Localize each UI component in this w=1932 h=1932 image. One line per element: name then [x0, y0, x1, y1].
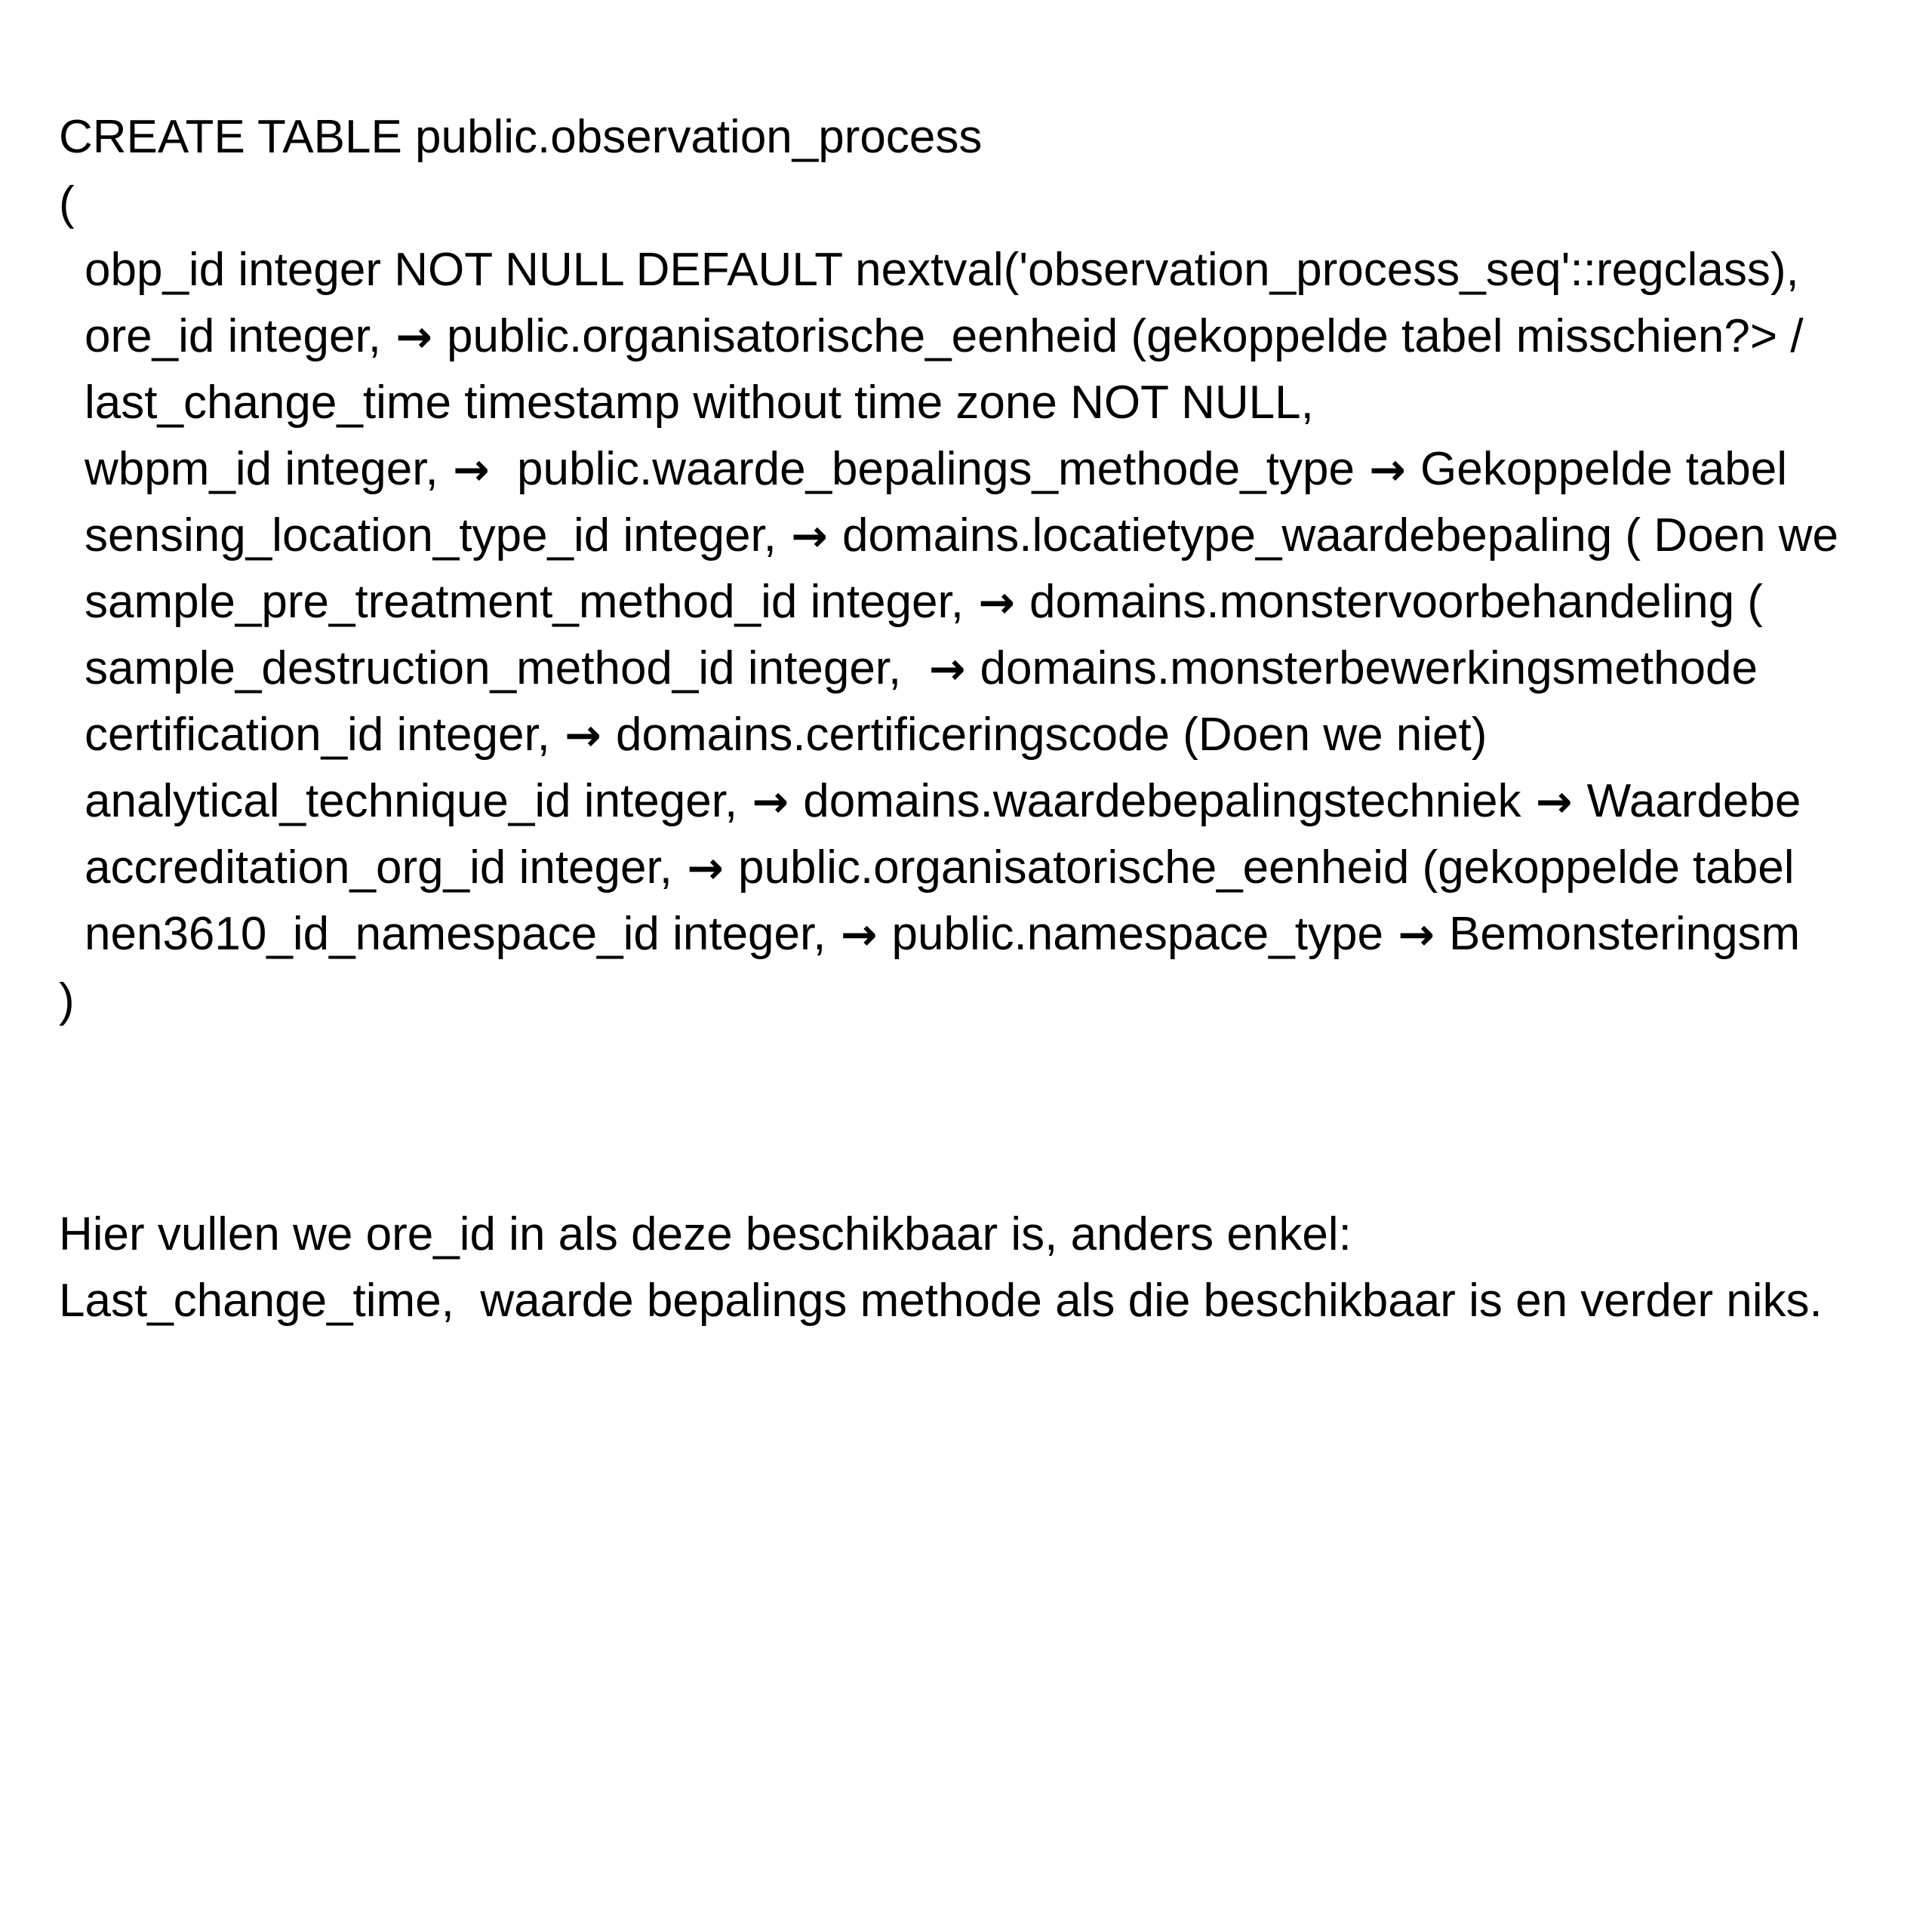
column-definition: sample_pre_treatment_method_id integer, — [85, 576, 977, 628]
column-obp-id: obp_id integer NOT NULL DEFAULT nextval('observation_process_seq'::regclass), — [85, 244, 1799, 296]
column-definition: sensing_location_type_id integer, — [85, 509, 790, 561]
column-note: Waardebe — [1574, 775, 1801, 827]
column-reference: domains.waardebepalingstechniek — [790, 775, 1534, 827]
column-nen3610-id-namespace-id — [85, 901, 1800, 968]
column-analytical-technique-id — [85, 768, 1801, 835]
right-arrow-icon: → — [1535, 776, 1573, 827]
right-arrow-icon: → — [452, 444, 490, 495]
right-arrow-icon: → — [565, 709, 601, 761]
column-note: Bemonsteringsm — [1435, 908, 1801, 960]
column-note: Gekoppelde tabel — [1407, 443, 1788, 495]
right-arrow-icon: → — [1398, 909, 1435, 960]
right-arrow-icon: → — [752, 776, 789, 827]
note-line-1: Hier vullen we ore_id in als deze beschikbaar is, anders enkel: — [59, 1208, 1352, 1260]
column-reference: domains.monsterbewerkingsmethode — [967, 642, 1758, 694]
column-wbpm-id — [85, 436, 1787, 503]
column-accreditation-org-id — [85, 835, 1795, 901]
note-line-2: Last_change_time, waarde bepalings methode als die beschikbaar is en verder niks. — [59, 1275, 1823, 1327]
column-definition: ore_id integer, — [85, 310, 395, 362]
column-ore-id — [85, 303, 1803, 370]
column-reference: domains.certificeringscode (Doen we niet) — [602, 709, 1487, 761]
column-reference: public.organisatorische_eenheid (gekoppelde tabel misschien?> / — [433, 310, 1804, 362]
right-arrow-icon: → — [978, 577, 1015, 628]
column-reference: domains.monstervoorbehandeling ( — [1016, 576, 1763, 628]
column-definition: sample_destruction_method_id integer, — [85, 642, 928, 694]
column-reference: public.organisatorische_eenheid (gekoppelde tabel — [724, 841, 1795, 894]
column-sample-pre-treatment-method-id — [85, 569, 1763, 635]
sql-open-paren: ( — [59, 177, 75, 229]
column-reference: public.waarde_bepalings_methode_type — [491, 443, 1368, 495]
column-definition: certification_id integer, — [85, 709, 564, 761]
column-reference: domains.locatietype_waardebepaling ( Doen we — [829, 509, 1839, 561]
right-arrow-icon: → — [1369, 444, 1406, 495]
column-reference: public.namespace_type — [878, 908, 1397, 960]
sql-close-paren: ) — [59, 974, 75, 1026]
column-definition: accreditation_org_id integer, — [85, 841, 686, 894]
column-sample-destruction-method-id — [85, 635, 1758, 702]
right-arrow-icon: → — [395, 311, 432, 362]
column-definition: nen3610_id_namespace_id integer, — [85, 908, 839, 960]
right-arrow-icon: → — [928, 643, 966, 694]
column-definition: wbpm_id integer, — [85, 443, 451, 495]
sql-create-statement: CREATE TABLE public.observation_process — [59, 111, 983, 163]
column-certification-id — [85, 702, 1487, 768]
column-definition: analytical_technique_id integer, — [85, 775, 751, 827]
right-arrow-icon: → — [791, 510, 828, 561]
column-sensing-location-type-id — [85, 503, 1838, 569]
right-arrow-icon: → — [687, 842, 724, 894]
column-last-change-time: last_change_time timestamp without time zone NOT NULL, — [85, 377, 1314, 429]
right-arrow-icon: → — [840, 909, 878, 960]
